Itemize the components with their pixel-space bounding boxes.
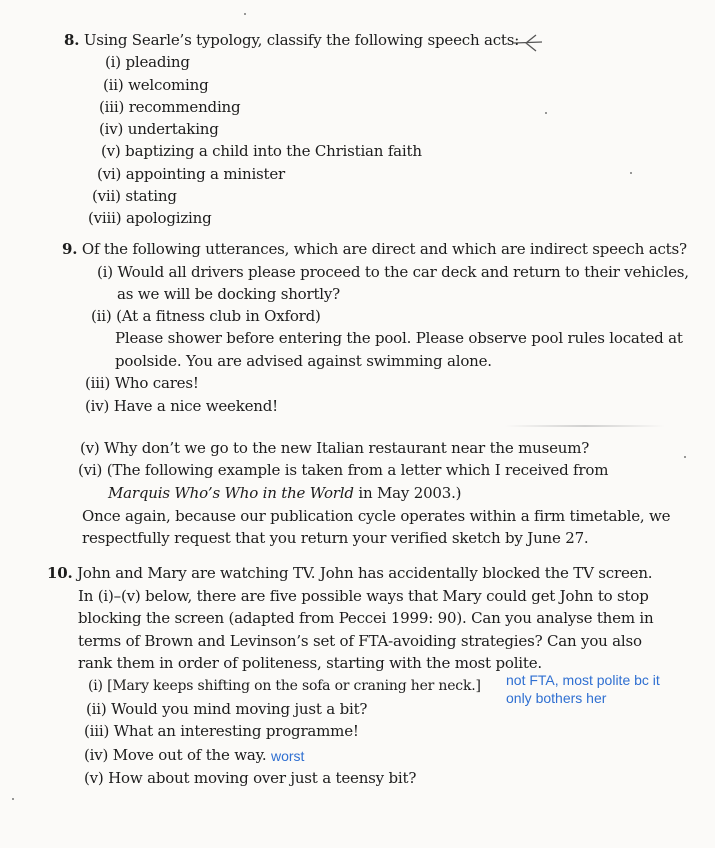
list-item: (iii) recommending (99, 98, 241, 116)
prompt-continuation: terms of Brown and Levinson’s set of FTA-avoiding strategies? Can you also (78, 632, 642, 650)
annotation-note: not FTA, most polite bc it (506, 672, 660, 688)
list-item: (v) baptizing a child into the Christian faith (101, 142, 422, 160)
list-item: (iv) undertaking (99, 120, 219, 138)
list-item: (iv) Have a nice weekend! (85, 397, 278, 415)
annotation-note: worst (271, 748, 305, 764)
prompt-continuation: rank them in order of politeness, starting with the most polite. (78, 654, 542, 672)
list-item: (i) pleading (105, 53, 190, 71)
list-item: (iv) Move out of the way. (84, 746, 267, 764)
scan-speck (630, 172, 632, 174)
annotation-note: only bothers her (506, 690, 607, 706)
list-item: (vi) (The following example is taken from a letter which I received from (78, 461, 609, 479)
list-item: (iii) What an interesting programme! (84, 722, 359, 740)
scan-speck (684, 456, 686, 458)
list-item: (v) How about moving over just a teensy bit? (84, 769, 417, 787)
prompt-continuation: blocking the screen (adapted from Peccei 1999: 90). Can you analyse them in (78, 609, 654, 627)
quoted-letter-text: respectfully request that you return your verified sketch by June 27. (82, 529, 589, 547)
question-9-prompt: 9. Of the following utterances, which are direct and which are indirect speech acts? (62, 240, 687, 258)
list-item: (iii) Who cares! (85, 374, 199, 392)
list-item-continuation: Please shower before entering the pool. Please observe pool rules located at (115, 329, 683, 347)
list-item-continuation: poolside. You are advised against swimming alone. (115, 352, 492, 370)
list-item: (ii) Would you mind moving just a bit? (86, 700, 368, 718)
scan-smudge (505, 425, 665, 427)
list-item: (i) Would all drivers please proceed to the car deck and return to their vehicles, (97, 263, 689, 281)
list-item-continuation: Marquis Who’s Who in the World in May 2003.) (108, 484, 462, 502)
prompt-continuation: In (i)–(v) below, there are five possible ways that Mary could get John to stop (78, 587, 649, 605)
list-item: (vii) stating (92, 187, 177, 205)
scan-speck (244, 13, 246, 15)
list-item: (v) Why don’t we go to the new Italian restaurant near the museum? (80, 439, 590, 457)
question-10-prompt: 10. John and Mary are watching TV. John has accidentally blocked the TV screen. (47, 564, 653, 582)
list-item: (vi) appointing a minister (97, 165, 286, 183)
list-item: (ii) welcoming (103, 76, 209, 94)
list-item: (ii) (At a fitness club in Oxford) (91, 307, 321, 325)
quoted-letter-text: Once again, because our publication cycle operates within a firm timetable, we (82, 507, 671, 525)
list-item: (viii) apologizing (88, 209, 212, 227)
list-item-continuation: as we will be docking shortly? (117, 285, 340, 303)
scan-speck (12, 798, 14, 800)
question-8-prompt: 8. Using Searle’s typology, classify the following speech acts: (64, 31, 520, 49)
question-number: 8. (64, 31, 80, 49)
scan-speck (545, 112, 547, 114)
question-number: 9. (62, 240, 78, 258)
question-number: 10. (47, 564, 73, 582)
list-item: (i) [Mary keeps shifting on the sofa or craning her neck.] (88, 678, 481, 694)
